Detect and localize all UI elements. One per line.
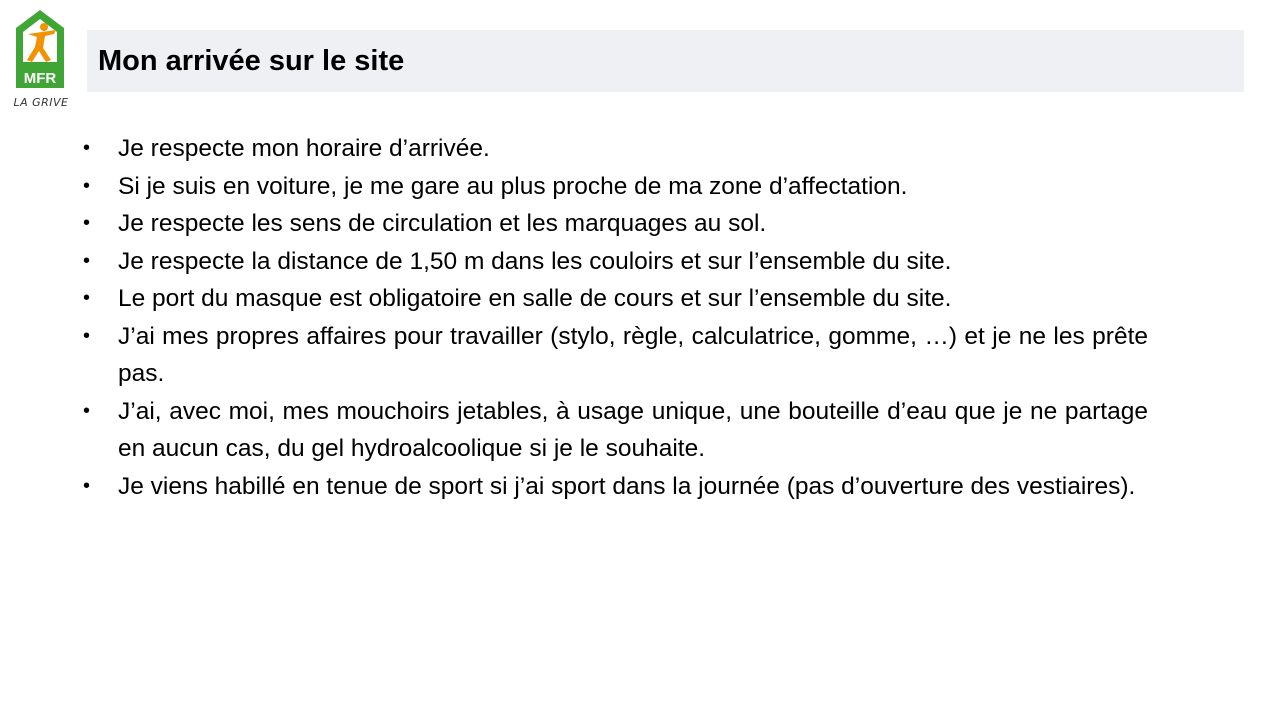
mfr-logo [12, 8, 70, 114]
bullet-icon: • [83, 287, 91, 309]
slide-title: Mon arrivée sur le site [98, 44, 405, 77]
bullet-text: Je respecte les sens de circulation et les marquages au sol. [118, 210, 767, 237]
bullet-icon: • [83, 174, 91, 197]
bullet-item [80, 130, 1148, 168]
slide-content [80, 130, 1148, 505]
bullet-item [80, 393, 1148, 468]
bullet-item [80, 243, 1148, 281]
bullet-text: Je viens habillé en tenue de sport si j’ai sport dans la journée (pas d’ouverture des vestiaires). [118, 472, 1136, 500]
logo-sub-text: LA GRIVE [13, 96, 69, 109]
bullet-icon: • [83, 474, 91, 497]
logo-main-text: MFR [23, 70, 57, 87]
bullet-list [80, 130, 1148, 505]
bullet-icon: • [83, 249, 91, 272]
bullet-icon: • [83, 324, 91, 347]
bullet-icon: • [83, 212, 91, 234]
mfr-logo-icon [14, 8, 66, 96]
bullet-text: Je respecte la distance de 1,50 m dans les couloirs et sur l’ensemble du site. [118, 247, 952, 275]
bullet-text: Le port du masque est obligatoire en salle de cours et sur l’ensemble du site. [118, 285, 952, 312]
bullet-icon: • [83, 137, 91, 159]
bullet-item [80, 168, 1148, 206]
title-bar [87, 30, 1244, 92]
bullet-item [80, 280, 1148, 318]
bullet-text: J’ai mes propres affaires pour travailler (stylo, règle, calculatrice, gomme, …) et je ne les prête pas. [118, 322, 1148, 387]
bullet-icon: • [83, 399, 91, 422]
bullet-item [80, 318, 1148, 393]
bullet-text: Si je suis en voiture, je me gare au plus proche de ma zone d’affectation. [118, 172, 908, 200]
bullet-text: Je respecte mon horaire d’arrivée. [118, 135, 490, 162]
bullet-item [80, 205, 1148, 243]
bullet-item [80, 468, 1148, 506]
bullet-text: J’ai, avec moi, mes mouchoirs jetables, à usage unique, une bouteille d’eau que je ne partage en aucun cas, du gel hydroalcoolique si je le souhaite. [118, 397, 1148, 462]
